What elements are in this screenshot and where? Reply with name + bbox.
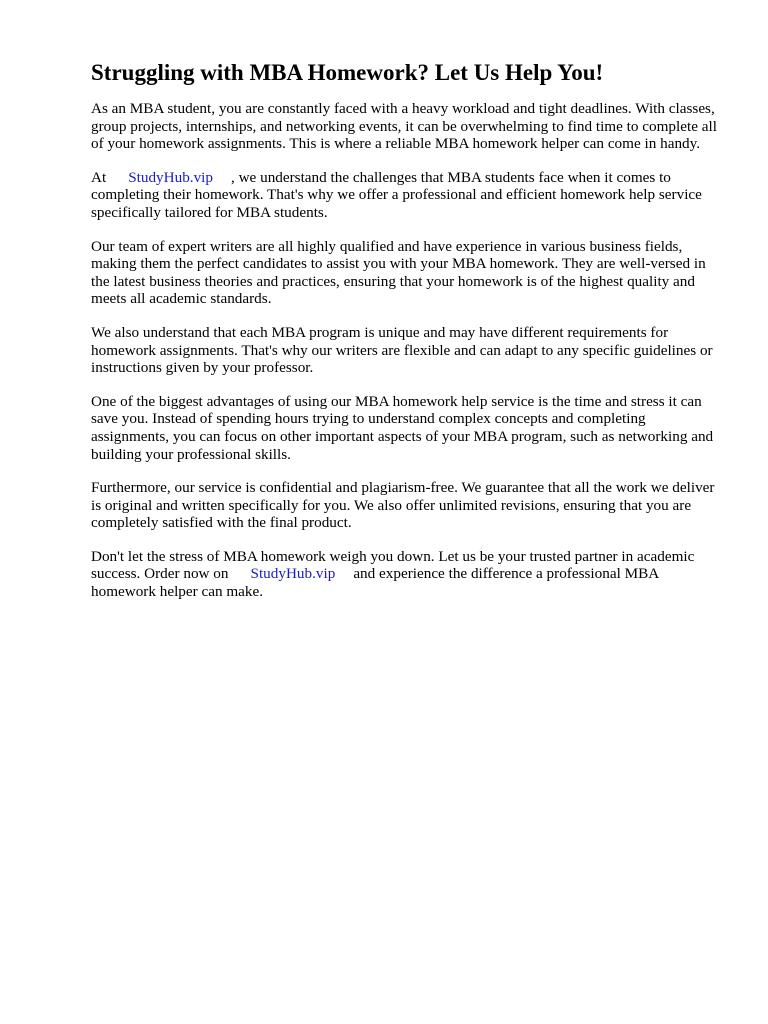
paragraph-team: Our team of expert writers are all highly qualified and have experience in various business fields, making them the perfect candidates to assist you with your MBA homework. They are well-versed in the latest business theories and practices, ensuring that your homework is of the highest quality and meets all academic standards. (91, 237, 706, 308)
paragraph-about-rest: , we understand the challenges that MBA students face when it comes to completing their homework. That's why we offer a professional and efficient homework help service specifically tailored for MBA students. (91, 168, 702, 221)
paragraph-flexibility: We also understand that each MBA program is unique and may have different requirements for homework assignments. That's why our writers are flexible and can adapt to any specific guidelines or instructions given by your professor. (91, 323, 713, 377)
paragraph-intro: As an MBA student, you are constantly faced with a heavy workload and tight deadlines. With classes, group projects, internships, and networking events, it can be overwhelming to find time to complete all of your homework assignments. This is where a reliable MBA homework helper can come in handy. (91, 100, 717, 153)
paragraph-closing-rest: and experience the difference a professional MBA homework helper can make. (91, 565, 659, 601)
paragraph-closing (91, 548, 727, 601)
page-title: Struggling with MBA Homework? Let Us Help You! (91, 60, 604, 85)
studyhub-link[interactable]: StudyHub.vip (128, 168, 213, 186)
paragraph-about (91, 169, 727, 222)
studyhub-link-closing[interactable]: StudyHub.vip (250, 565, 336, 583)
paragraph-confidential: Furthermore, our service is confidential and plagiarism-free. We guarantee that all the work we deliver is original and written specifically for you. We also offer unlimited revisions, ensuring that you are completely satisfied with the final product. (91, 479, 715, 532)
document-page (91, 58, 727, 617)
paragraph-about-lead: At (91, 168, 107, 186)
paragraph-advantages: One of the biggest advantages of using our MBA homework help service is the time and stress it can save you. Instead of spending hours trying to understand complex concepts and completing assignments, you can focus on other important aspects of your MBA program, such as networking and building your professional skills. (91, 392, 714, 463)
paragraph-closing-lead: Don't let the stress of MBA homework weigh you down. Let us be your trusted partner in academic success. Order now on (91, 547, 695, 583)
